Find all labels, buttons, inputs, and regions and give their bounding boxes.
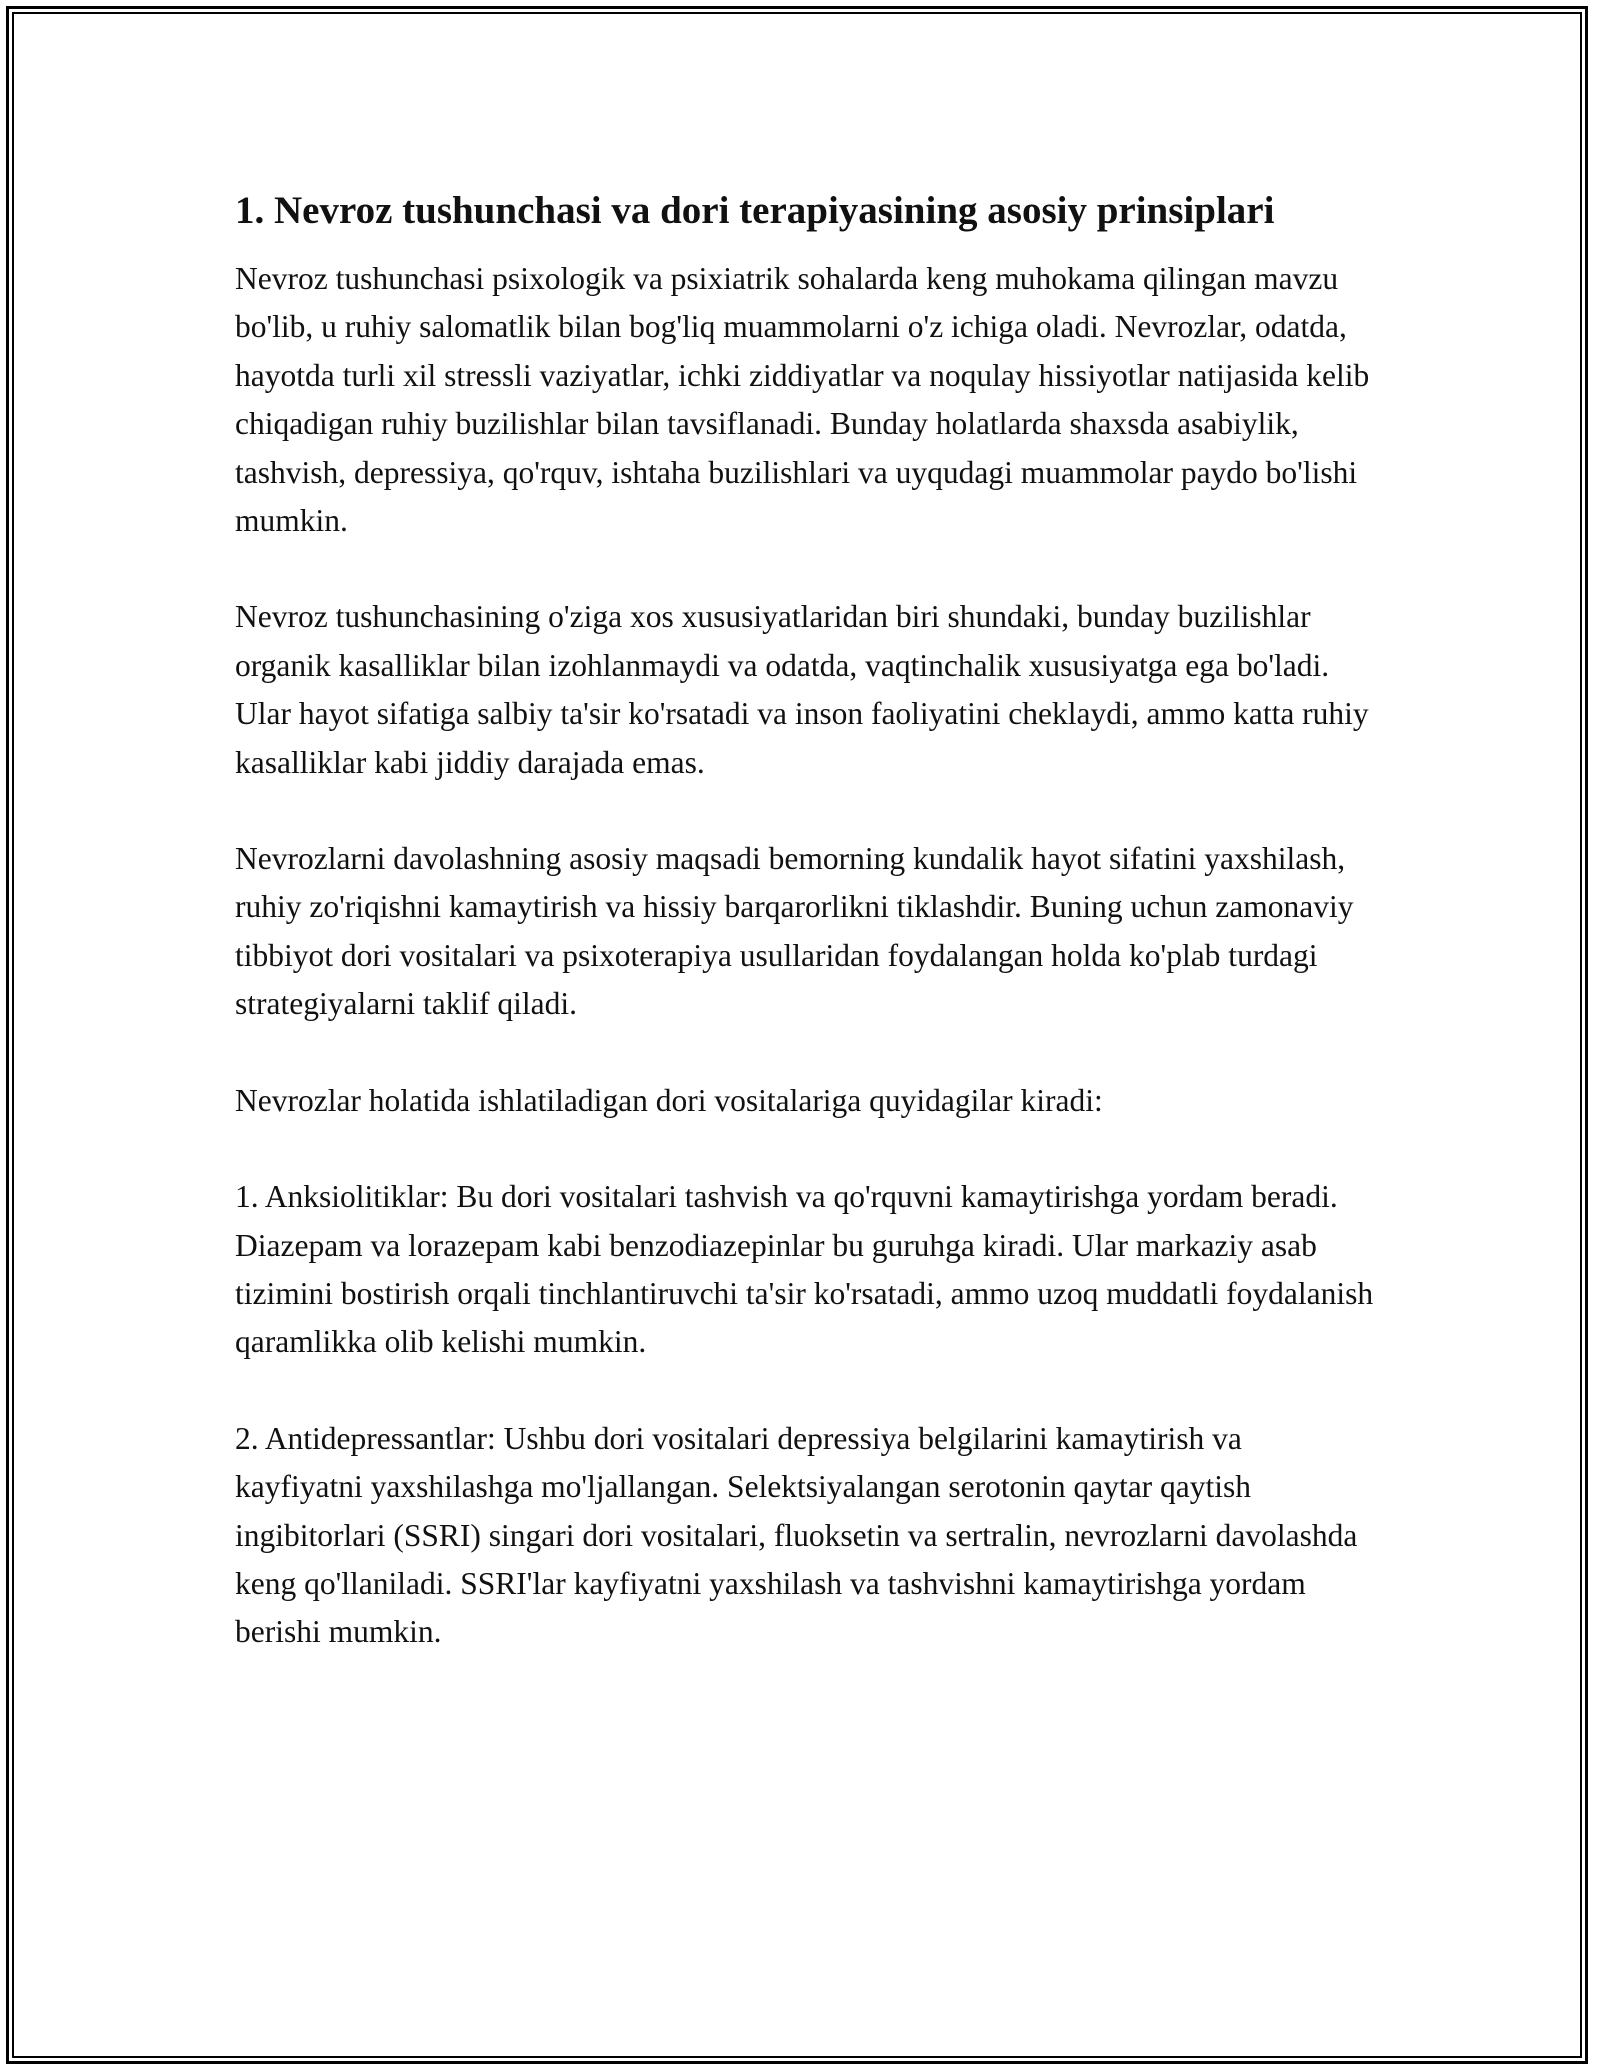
paragraph-anxiolytics: 1. Anksiolitiklar: Bu dori vositalari tashvish va qo'rquvni kamaytirishga yordam beradi. Diazepam va lorazepam kabi benzodiazepinlar bu guruhga kiradi. Ular markaziy asab tizimini bostirish orqali tinchlantiruvchi ta'sir ko'rsatadi, ammo uzoq muddatli foydalanish qaramlikka olib kelishi mumkin. bbox=[235, 1179, 1374, 1360]
paragraph-nevroz-definition: Nevroz tushunchasi psixologik va psixiatrik sohalarda keng muhokama qilingan mavzu bo'lib, u ruhiy salomatlik bilan bog'liq muammolarni o'z ichiga oladi. Nevrozlar, odatda, hayotda turli xil stressli vaziyatlar, ichki ziddiyatlar va noqulay hissiyotlar natijasida kelib chiqadigan ruhiy buzilishlar bilan tavsiflanadi. Bunday holatlarda shaxsda asabiylik, tashvish, depressiya, qo'rquv, ishtaha buzilishlari va uyqudagi muammolar paydo bo'lishi mumkin. bbox=[235, 261, 1370, 539]
paragraph-drug-list-intro: Nevrozlar holatida ishlatiladigan dori vositalariga quyidagilar kiradi: bbox=[235, 1082, 1103, 1118]
section-title: 1. Nevroz tushunchasi va dori terapiyasining asosiy prinsiplari bbox=[235, 189, 1275, 232]
paragraph-treatment-goal: Nevrozlarni davolashning asosiy maqsadi bemorning kundalik hayot sifatini yaxshilash, ruhiy zo'riqishni kamaytirish va hissiy barqarorlikni tiklashdir. Buning uchun zamonaviy tibbiyot dori vositalari va psixoterapiya usullaridan foydalangan holda ko'plab turdagi strategiyalarni taklif qiladi. bbox=[235, 841, 1354, 1022]
paragraph-nevroz-features: Nevroz tushunchasining o'ziga xos xususiyatlaridan biri shundaki, bunday buzilishlar organik kasalliklar bilan izohlanmaydi va odatda, vaqtinchalik xususiyatga ega bo'ladi. Ular hayot sifatiga salbiy ta'sir ko'rsatadi va inson faoliyatini cheklaydi, ammo katta ruhiy kasalliklar kabi jiddiy darajada emas. bbox=[235, 599, 1369, 780]
paragraph-antidepressants: 2. Antidepressantlar: Ushbu dori vositalari depressiya belgilarini kamaytirish va kayfiyatni yaxshilashga mo'ljallangan. Selektsiyalangan serotonin qaytar qaytish ingibitorlari (SSRI) singari dori vositalari, fluoksetin va sertralin, nevrozlarni davolashda keng qo'llaniladi. SSRI'lar kayfiyatni yaxshilash va tashvishni kamaytirishga yordam berishi mumkin. bbox=[235, 1420, 1358, 1650]
document-page bbox=[235, 185, 1375, 1705]
